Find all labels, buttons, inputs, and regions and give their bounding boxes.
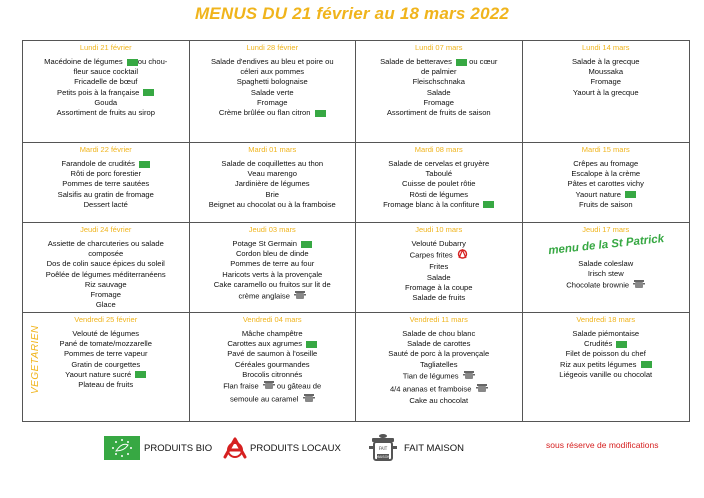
dish-text: Potage St Germain <box>232 239 300 248</box>
dish-text: Crème brûlée ou flan citron <box>218 108 313 118</box>
dish-text: Salade <box>426 272 451 282</box>
dish-item <box>26 108 186 118</box>
dish-text: Taboulé <box>425 169 453 179</box>
legend-local-label: PRODUITS LOCAUX <box>250 442 341 454</box>
dish-text: Pommes de terre vapeur <box>63 349 148 359</box>
menu-cell <box>523 313 690 421</box>
dish-item <box>526 269 687 279</box>
day-heading: Mardi 15 mars <box>581 145 630 154</box>
homemade-pot-icon <box>476 383 488 396</box>
dish-item <box>526 360 687 370</box>
dish-item <box>359 329 519 339</box>
dish-text: Gratin de courgettes <box>71 359 141 369</box>
dish-item <box>526 57 687 67</box>
day-heading: Lundi 14 mars <box>581 43 630 52</box>
pot-label-bottom: MAISON <box>375 455 391 459</box>
dish-text: Carottes aux agrumes <box>227 339 305 349</box>
dish-text: Carpes frites <box>409 250 455 260</box>
dish-text: Macédoine de légumes <box>44 57 125 66</box>
homemade-pot-icon <box>294 290 306 303</box>
dish-text: Assortiment de fruits au sirop <box>56 108 155 118</box>
menu-cell <box>190 313 357 421</box>
menu-cell <box>190 223 357 313</box>
menu-cell <box>523 143 690 223</box>
menu-cell <box>190 143 357 223</box>
dish-item <box>359 383 519 396</box>
dish-text: Poêlée de légumes méditerranéens <box>45 269 166 279</box>
dish-text: Fromage <box>257 97 288 107</box>
menu-cell <box>523 41 690 143</box>
dish-item <box>359 179 519 189</box>
dish-item <box>193 370 353 380</box>
dish-item <box>526 349 687 359</box>
menu-cell <box>23 313 190 421</box>
dish-item <box>26 159 186 169</box>
dish-item <box>526 279 687 292</box>
modification-note: sous réserve de modifications <box>546 440 659 450</box>
menu-grid <box>22 40 690 422</box>
dish-item <box>26 280 186 290</box>
dish-item <box>359 249 519 262</box>
dish-text: Fromage <box>90 290 121 300</box>
dish-item <box>526 339 687 349</box>
dish-text: Fromage à la coupe <box>404 282 473 292</box>
dish-item <box>193 88 353 98</box>
dish-text: Brocolis citronnés <box>242 369 303 379</box>
homemade-pot-icon <box>368 430 398 466</box>
dish-item <box>359 108 519 118</box>
dish-item <box>26 179 186 189</box>
dish-item <box>193 179 353 189</box>
dish-item <box>359 262 519 272</box>
organic-badge-icon <box>135 371 146 378</box>
dish-text: Fromage blanc à la confiture <box>383 199 482 209</box>
dish-item <box>359 293 519 303</box>
dish-text: Plateau de fruits <box>78 380 134 390</box>
dish-text: Rôti de porc forestier <box>70 169 141 179</box>
dish-item <box>359 339 519 349</box>
dish-text-extra: ou gâteau de <box>274 381 322 391</box>
menu-cell <box>356 223 523 313</box>
dish-item <box>359 283 519 293</box>
legend-local <box>222 428 341 468</box>
dish-item <box>26 88 186 98</box>
dish-text: Salade de betteraves <box>380 57 454 66</box>
dish-item <box>193 270 353 280</box>
dish-item <box>359 88 519 98</box>
day-heading: Mardi 01 mars <box>248 145 297 154</box>
dish-item <box>26 77 186 87</box>
dish-text: Salade coleslaw <box>578 259 634 268</box>
dish-text: Assortiment de fruits de saison <box>386 108 491 118</box>
dish-item <box>526 190 687 200</box>
homemade-pot-icon <box>463 370 475 383</box>
dish-text: Dessert lacté <box>83 199 128 209</box>
dish-item <box>26 339 186 349</box>
dish-text: Salade à la grecque <box>571 57 640 66</box>
dish-text: Rösti de légumes <box>409 189 469 199</box>
day-heading: Vendredi 04 mars <box>242 315 302 324</box>
dish-text: Yaourt à la grecque <box>572 87 639 97</box>
legend-homemade-label: FAIT MAISON <box>404 442 465 454</box>
dish-item <box>26 370 186 380</box>
menu-cell <box>23 41 190 143</box>
dish-text: Velouté Dubarry <box>411 239 466 248</box>
dish-item <box>193 339 353 349</box>
dish-item <box>193 259 353 269</box>
dish-text: Salade de chou blanc <box>402 329 476 338</box>
dish-text: Beignet au chocolat ou à la framboise <box>208 199 336 209</box>
local-product-icon <box>222 437 248 459</box>
dish-item <box>193 108 353 118</box>
dish-item <box>193 159 353 169</box>
dish-item <box>193 393 353 406</box>
day-heading: Lundi 28 février <box>246 43 299 52</box>
day-heading: Vendredi 18 mars <box>576 315 636 324</box>
dish-item <box>193 280 353 290</box>
dish-item <box>526 329 687 339</box>
dish-text: Frites <box>429 262 449 272</box>
dish-item <box>26 98 186 108</box>
dish-item <box>526 77 687 87</box>
dish-text: Salade verte <box>250 87 294 97</box>
dish-text: Salade de fruits <box>412 293 466 303</box>
dish-text-extra: ou chou- fleur sauce cocktail <box>73 57 168 77</box>
legend-homemade <box>368 428 464 468</box>
dish-text: Escalope à la crème <box>571 169 641 179</box>
dish-text: Pâtes et carottes vichy <box>567 179 644 189</box>
dish-item <box>26 169 186 179</box>
dish-item <box>359 360 519 370</box>
dish-item <box>193 249 353 259</box>
dish-text: Yaourt nature sucré <box>65 369 134 379</box>
dish-item <box>26 349 186 359</box>
homemade-pot-icon <box>633 279 645 292</box>
dish-item <box>359 239 519 249</box>
dish-item <box>26 380 186 390</box>
dish-text: Cordon bleu de dinde <box>235 249 309 259</box>
dish-item <box>26 270 186 280</box>
organic-badge-icon <box>641 361 652 368</box>
dish-text: Pommes de terre au four <box>230 259 315 269</box>
dish-item <box>193 329 353 339</box>
dish-text: Salade d'endives au bleu et poire ou céleri aux pommes <box>210 57 334 77</box>
dish-item <box>359 396 519 406</box>
dish-text: Céréales gourmandes <box>234 359 310 369</box>
organic-badge-icon <box>306 341 317 348</box>
dish-text: Petits pois à la française <box>57 87 142 97</box>
organic-badge-icon <box>483 201 494 208</box>
dish-text: Salade de cervelas et gruyère <box>388 159 490 168</box>
organic-badge-icon <box>315 110 326 117</box>
dish-text: Salade de coquillettes au thon <box>221 159 324 168</box>
local-product-icon <box>457 249 468 262</box>
dish-item <box>526 169 687 179</box>
dish-item <box>193 380 353 393</box>
dish-item <box>26 239 186 259</box>
dish-text: Veau marengo <box>247 169 297 179</box>
dish-item <box>193 98 353 108</box>
dish-text: Haricots verts à la provençale <box>222 269 323 279</box>
dish-item <box>26 57 186 77</box>
dish-item <box>26 190 186 200</box>
dish-text: Farandole de crudités <box>61 159 138 168</box>
dish-text: Tian de légumes <box>402 371 461 381</box>
dish-text: Flan fraise <box>223 381 261 391</box>
dish-text: Fruits de saison <box>578 199 633 209</box>
dish-item <box>193 77 353 87</box>
dish-text: Crudités <box>584 339 615 349</box>
legend-bio-label: PRODUITS BIO <box>144 442 213 454</box>
pot-label-top: FAIT <box>378 446 388 451</box>
dish-text: Cake au chocolat <box>409 396 469 406</box>
dish-text: Dos de colin sauce épices du soleil <box>46 259 165 269</box>
dish-text: 4/4 ananas et framboise <box>389 384 474 394</box>
dish-text: Velouté de légumes <box>72 329 140 338</box>
dish-text: Fromage <box>423 97 454 107</box>
dish-item <box>193 200 353 210</box>
dish-text: Fromage <box>590 77 621 87</box>
dish-text: Crêpes au fromage <box>573 159 639 168</box>
day-heading: Jeudi 10 mars <box>415 225 463 234</box>
dish-text: Filet de poisson du chef <box>565 349 646 359</box>
dish-text: Salade de carottes <box>407 339 471 349</box>
menu-cell <box>356 143 523 223</box>
vegetarian-label: VEGETARIEN <box>30 325 41 394</box>
organic-badge-icon <box>625 191 636 198</box>
dish-text-extra: ou cœur de palmier <box>421 57 498 77</box>
dish-text: Irisch stew <box>587 269 624 279</box>
dish-text: Assiette de charcuteries ou salade composée <box>47 239 164 259</box>
organic-badge-icon <box>301 241 312 248</box>
day-heading: Vendredi 25 février <box>74 315 138 324</box>
dish-text: Spaghetti bolognaise <box>236 77 308 87</box>
legend-bio <box>104 428 212 468</box>
dish-item <box>193 360 353 370</box>
page-title: MENUS DU 21 février au 18 mars 2022 <box>194 4 510 23</box>
dish-text: Salade piémontaise <box>572 329 640 338</box>
organic-badge-icon <box>616 341 627 348</box>
organic-badge-icon <box>143 89 154 96</box>
dish-item <box>526 67 687 77</box>
dish-text: Riz sauvage <box>84 279 127 289</box>
dish-text: Pommes de terre sautées <box>62 179 150 189</box>
dish-item <box>359 349 519 359</box>
dish-item <box>359 273 519 283</box>
menu-cell <box>356 313 523 421</box>
dish-item <box>359 169 519 179</box>
dish-item <box>26 259 186 269</box>
dish-item <box>526 370 687 380</box>
dish-text: Moussaka <box>588 67 624 77</box>
menu-cell <box>23 143 190 223</box>
dish-item <box>359 57 519 77</box>
dish-text: semoule au caramel <box>230 394 301 404</box>
day-heading: Mardi 08 mars <box>414 145 463 154</box>
dish-item <box>26 329 186 339</box>
dish-text: Salade <box>426 87 451 97</box>
dish-item <box>359 159 519 169</box>
menu-cell <box>190 41 357 143</box>
dish-item <box>193 239 353 249</box>
dish-item <box>193 169 353 179</box>
dish-text: Fricadelle de bœuf <box>74 77 138 87</box>
organic-badge-icon <box>139 161 150 168</box>
dish-item <box>526 159 687 169</box>
dish-item <box>193 349 353 359</box>
day-heading: Mardi 22 février <box>79 145 132 154</box>
dish-text: Pané de tomate/mozzarelle <box>59 339 152 349</box>
dish-text: Mâche champêtre <box>241 329 303 338</box>
day-heading: Lundi 07 mars <box>414 43 463 52</box>
dish-item <box>526 179 687 189</box>
dish-text: Glace <box>95 300 116 310</box>
dish-text: Cake caramello ou fruitos sur lit de <box>213 279 331 289</box>
dish-item <box>526 259 687 269</box>
homemade-pot-icon <box>303 393 315 406</box>
organic-badge-icon <box>456 59 467 66</box>
day-heading: Vendredi 11 mars <box>409 315 468 324</box>
day-heading: Jeudi 24 février <box>80 225 132 234</box>
dish-text: Riz aux petits légumes <box>559 359 639 369</box>
dish-item <box>26 360 186 370</box>
dish-text: Cuisse de poulet rôtie <box>402 179 476 189</box>
dish-item <box>526 200 687 210</box>
dish-item <box>526 88 687 98</box>
dish-text: Pavé de saumon à l'oseille <box>227 349 318 359</box>
dish-item <box>193 290 353 303</box>
dish-item <box>193 190 353 200</box>
menu-cell <box>356 41 523 143</box>
dish-item <box>193 57 353 77</box>
dish-text: Salsifis au gratin de fromage <box>57 189 154 199</box>
special-menu-title: menu de la St Patrick <box>547 232 665 258</box>
day-heading: Jeudi 03 mars <box>248 225 296 234</box>
dish-item <box>359 77 519 87</box>
dish-item <box>359 200 519 210</box>
dish-text: Chocolate brownie <box>566 281 632 291</box>
homemade-pot-icon <box>263 380 275 393</box>
dish-item <box>26 200 186 210</box>
dish-text: Jardinière de légumes <box>234 179 310 189</box>
dish-text: Yaourt nature <box>575 189 624 199</box>
dish-text: Brie <box>265 189 279 199</box>
dish-text: Gouda <box>94 97 118 107</box>
dish-text: Sauté de porc à la provençale <box>388 349 490 359</box>
dish-item <box>359 370 519 383</box>
organic-badge-icon <box>127 59 138 66</box>
day-heading: Lundi 21 février <box>79 43 132 52</box>
dish-item <box>359 190 519 200</box>
dish-text: Liégeois vanille ou chocolat <box>559 369 653 379</box>
menu-cell <box>23 223 190 313</box>
dish-item <box>26 300 186 310</box>
dish-text: Fleischschnaka <box>412 77 465 87</box>
dish-text: crème anglaise <box>238 291 293 301</box>
day-heading: Jeudi 17 mars <box>582 225 630 234</box>
menu-cell <box>523 223 690 313</box>
eu-organic-leaf-icon <box>104 436 140 460</box>
dish-item <box>26 290 186 300</box>
dish-text: Tagliatelles <box>419 359 458 369</box>
dish-item <box>359 98 519 108</box>
